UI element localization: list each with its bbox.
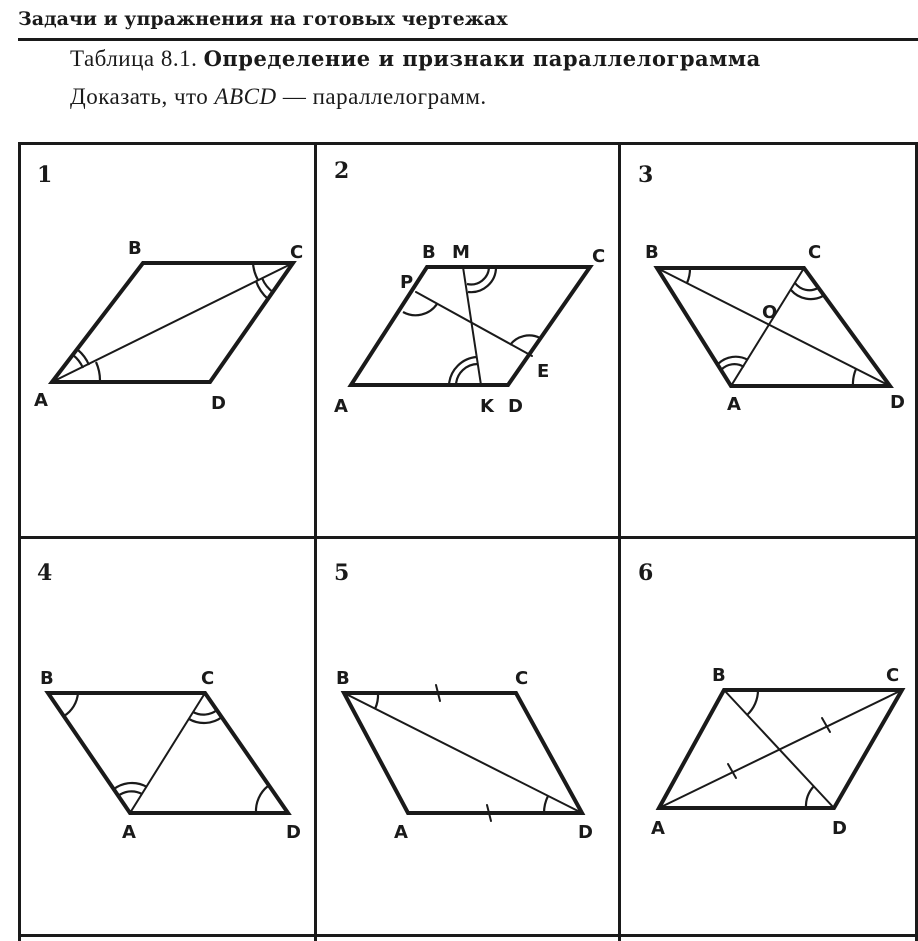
fig3-label-b: B [645,242,659,263]
fig4-angle-c-mark-2 [189,717,222,723]
fig2-label-b: B [422,242,436,263]
fig1-angle-bac-mark [73,355,83,368]
fig4-diagonal-ac [130,693,205,813]
fig5-label-a: A [394,822,408,843]
fig1-angle-bca-mark [253,263,258,280]
fig6-angle-b-mark [747,690,758,715]
fig1-label-a: A [34,390,48,411]
fig5-label-c: C [515,668,529,689]
fig2-label-p: P [400,272,414,293]
fig3-angle-b-mark [687,268,690,283]
fig6-diagonal-ac [659,690,902,808]
fig1-angle-acd-mark [262,278,274,293]
cell-number-5: 5 [334,560,350,586]
section-title: Задачи и упражнения на готовых чертежах [18,8,508,30]
fig4-angle-c-mark [193,710,217,715]
figure-6 [651,665,902,839]
fig3-diagonal-ac [731,268,804,386]
fig6-angle-d-mark [806,786,814,808]
figure-1 [34,238,303,414]
fig2-segment-pe [416,292,532,356]
fig2-label-e: E [537,361,550,382]
fig2-label-d: D [508,396,523,417]
figure-5 [336,668,593,843]
fig5-angle-b-mark [375,693,378,709]
figure-4 [40,668,301,843]
fig3-label-o: O [762,302,778,323]
table-number: Таблица 8.1. [70,46,198,71]
fig6-label-a: A [651,818,665,839]
fig2-label-a: A [334,396,348,417]
cell-number-6: 6 [638,560,654,586]
fig1-label-c: C [290,242,304,263]
fig4-label-d: D [286,822,301,843]
cell-number-2: 2 [334,158,350,184]
fig4-label-a: A [122,822,136,843]
fig2-label-c: C [592,246,606,267]
fig4-angle-a-mark-2 [114,783,147,789]
fig2-label-k: K [480,396,494,417]
fig2-angle-k-mark [456,364,478,385]
task-figure: ABCD [214,84,277,109]
fig4-label-b: B [40,668,54,689]
fig1-label-d: D [211,393,226,414]
fig2-angle-m-mark [467,267,489,284]
fig5-label-d: D [578,822,593,843]
fig5-label-b: B [336,668,350,689]
table-heading: Определение и признаки параллелограмма [203,46,761,71]
fig5-diagonal-bd [344,693,582,813]
fig6-diagonal-bd [724,690,834,808]
cell-number-4: 4 [37,560,53,586]
cell-number-1: 1 [37,162,53,188]
fig4-angle-a-mark [118,791,142,796]
figure-2 [334,242,605,417]
fig4-angle-d-mark [256,786,268,813]
fig3-label-d: D [890,392,905,413]
fig2-angle-p-mark [403,304,437,315]
fig3-label-c: C [808,242,822,263]
fig3-label-a: A [727,394,741,415]
fig5-angle-d-mark [544,796,548,813]
fig4-label-c: C [201,668,215,689]
fig6-label-d: D [832,818,847,839]
figure-3 [645,242,905,415]
fig2-label-m: M [452,242,470,263]
fig1-label-b: B [128,238,142,259]
fig3-angle-d-mark [853,369,856,386]
fig4-angle-b-mark [64,693,78,716]
fig1-angle-cad-mark [96,362,100,382]
task-prefix: Доказать, что [70,84,209,109]
task-suffix: — параллелограмм. [282,84,487,109]
fig3-angle-a-mark-2 [718,357,748,364]
fig3-angle-c-mark-2 [791,290,823,299]
fig6-label-c: C [886,665,900,686]
cell-number-3: 3 [638,162,654,188]
fig6-label-b: B [712,665,726,686]
